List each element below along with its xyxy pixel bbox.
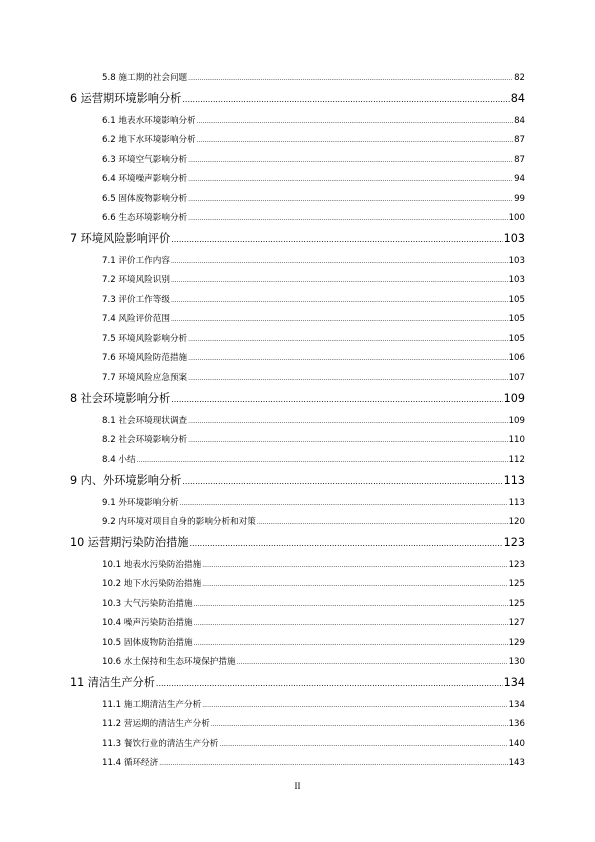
- toc-entry-10-2[interactable]: [102, 577, 525, 589]
- toc-entry-title: 11.4 循环经济: [102, 758, 159, 768]
- toc-page-number: 125: [508, 579, 525, 589]
- toc-entry-6-4[interactable]: [102, 172, 525, 184]
- toc-entry-title: 8 社会环境影响分析: [70, 392, 171, 405]
- toc-entry-9-2[interactable]: [102, 515, 525, 527]
- toc-entry-7-1[interactable]: [102, 254, 525, 266]
- toc-page-number: 99: [514, 194, 525, 204]
- toc-dot-leader: [171, 395, 502, 404]
- toc-entry-8-2[interactable]: [102, 433, 525, 445]
- toc-dot-leader: [180, 500, 508, 507]
- toc-page-number: 112: [508, 455, 525, 465]
- toc-page-number: 109: [508, 416, 525, 426]
- toc-entry-title: 10.5 固体废物防治措施: [102, 638, 193, 648]
- toc-entry-10-5[interactable]: [102, 636, 525, 648]
- toc-entry-title: 7 环境风险影响评价: [70, 232, 171, 245]
- toc-page-number: 136: [508, 719, 525, 729]
- toc-page-number: 82: [514, 73, 525, 83]
- toc-dot-leader: [197, 137, 513, 144]
- toc-entry-title: 5.8 施工期的社会问题: [102, 73, 188, 83]
- toc-dot-leader: [188, 355, 507, 362]
- toc-dot-leader: [188, 336, 507, 343]
- toc-page-number: 100: [508, 213, 525, 223]
- toc-entry-9[interactable]: [70, 472, 525, 488]
- toc-dot-leader: [156, 679, 503, 688]
- toc-entry-title: 11 清洁生产分析: [70, 676, 155, 689]
- toc-page-number: 113: [508, 498, 525, 508]
- toc-entry-10-4[interactable]: [102, 616, 525, 628]
- toc-dot-leader: [188, 196, 513, 203]
- toc-entry-6-5[interactable]: [102, 192, 525, 204]
- toc-dot-leader: [171, 297, 508, 304]
- toc-entry-11-3[interactable]: [102, 737, 525, 749]
- toc-entry-9-1[interactable]: [102, 496, 525, 508]
- toc-entry-6-3[interactable]: [102, 153, 525, 165]
- toc-dot-leader: [197, 118, 513, 125]
- toc-page-number: 113: [503, 474, 525, 487]
- toc-entry-title: 7.2 环境风险识别: [102, 275, 170, 285]
- toc-entry-title: 7.4 风险评价范围: [102, 314, 170, 324]
- toc-page-number: 87: [514, 135, 525, 145]
- toc-page-number: 130: [508, 657, 525, 667]
- toc-entry-10-6[interactable]: [102, 655, 525, 667]
- toc-page-number: 127: [508, 618, 525, 628]
- toc-entry-6-2[interactable]: [102, 133, 525, 145]
- toc-dot-leader: [182, 95, 509, 104]
- toc-entry-title: 6.1 地表水环境影响分析: [102, 116, 196, 126]
- toc-page-number: 94: [514, 174, 525, 184]
- toc-dot-leader: [159, 760, 507, 767]
- toc-entry-title: 9.2 内环境对项目自身的影响分析和对策: [102, 517, 256, 527]
- toc-page-number: 103: [508, 275, 525, 285]
- toc-dot-leader: [188, 437, 507, 444]
- toc-dot-leader: [194, 620, 508, 627]
- toc-entry-8-1[interactable]: [102, 414, 525, 426]
- toc-entry-title: 10.2 地下水污染防治措施: [102, 579, 202, 589]
- toc-entry-11-4[interactable]: [102, 756, 525, 768]
- toc-page-number: 125: [508, 599, 525, 609]
- toc-dot-leader: [182, 477, 502, 486]
- toc-entry-title: 6.5 固体废物影响分析: [102, 194, 188, 204]
- toc-dot-leader: [137, 457, 508, 464]
- toc-page-number: 123: [503, 536, 525, 549]
- toc-entry-10-3[interactable]: [102, 597, 525, 609]
- toc-entry-8-4[interactable]: [102, 453, 525, 465]
- toc-entry-title: 7.7 环境风险应急预案: [102, 373, 188, 383]
- toc-dot-leader: [202, 581, 507, 588]
- toc-entry-7-7[interactable]: [102, 371, 525, 383]
- toc-page-number: 105: [508, 314, 525, 324]
- toc-dot-leader: [171, 235, 502, 244]
- toc-entry-title: 10.1 地表水污染防治措施: [102, 560, 202, 570]
- toc-entry-7[interactable]: [70, 230, 525, 246]
- toc-entry-11-1[interactable]: [102, 698, 525, 710]
- toc-entry-title: 6.2 地下水环境影响分析: [102, 135, 196, 145]
- toc-dot-leader: [188, 375, 507, 382]
- toc-entry-10[interactable]: [70, 534, 525, 550]
- toc-entry-title: 7.6 环境风险防范措施: [102, 353, 188, 363]
- toc-dot-leader: [188, 215, 507, 222]
- toc-entry-7-6[interactable]: [102, 351, 525, 363]
- toc-dot-leader: [171, 316, 508, 323]
- toc-dot-leader: [257, 519, 508, 526]
- toc-page-number: 105: [508, 334, 525, 344]
- toc-entry-title: 11.3 餐饮行业的清洁生产分析: [102, 739, 219, 749]
- toc-entry-7-4[interactable]: [102, 312, 525, 324]
- toc-entry-title: 6.3 环境空气影响分析: [102, 155, 188, 165]
- toc-page-number: 84: [510, 92, 525, 105]
- toc-dot-leader: [211, 721, 508, 728]
- toc-page-number: 143: [508, 758, 525, 768]
- toc-page-number: 140: [508, 739, 525, 749]
- toc-dot-leader: [194, 640, 508, 647]
- toc-dot-leader: [171, 258, 508, 265]
- toc-page-number: 134: [503, 676, 525, 689]
- toc-page-number: 129: [508, 638, 525, 648]
- toc-dot-leader: [188, 176, 513, 183]
- toc-page-number: 103: [503, 232, 525, 245]
- toc-entry-10-1[interactable]: [102, 558, 525, 570]
- toc-entry-11[interactable]: [70, 674, 525, 690]
- toc-entry-title: 11.2 营运期的清洁生产分析: [102, 719, 210, 729]
- toc-dot-leader: [202, 562, 507, 569]
- toc-entry-7-3[interactable]: [102, 293, 525, 305]
- toc-entry-title: 9.1 外环境影响分析: [102, 498, 179, 508]
- footer-page-number: II: [294, 781, 301, 791]
- toc-entry-8[interactable]: [70, 390, 525, 406]
- toc-dot-leader: [202, 702, 507, 709]
- toc-entry-title: 10.4 噪声污染防治措施: [102, 618, 193, 628]
- toc-dot-leader: [194, 601, 508, 608]
- toc-dot-leader: [219, 741, 507, 748]
- toc-entry-title: 8.1 社会环境现状调查: [102, 416, 188, 426]
- toc-dot-leader: [189, 539, 502, 548]
- toc-entry-title: 7.3 评价工作等级: [102, 295, 170, 305]
- toc-entry-5-8[interactable]: [102, 71, 525, 83]
- toc-entry-title: 7.1 评价工作内容: [102, 256, 170, 266]
- toc-entry-6-1[interactable]: [102, 114, 525, 126]
- toc-page-number: 105: [508, 295, 525, 305]
- toc-page-number: 123: [508, 560, 525, 570]
- toc-page-number: 87: [514, 155, 525, 165]
- toc-dot-leader: [171, 277, 508, 284]
- toc-entry-title: 8.4 小结: [102, 455, 136, 465]
- toc-page-number: 110: [508, 435, 525, 445]
- toc-entry-7-2[interactable]: [102, 273, 525, 285]
- toc-entry-6-6[interactable]: [102, 211, 525, 223]
- toc-page-number: 103: [508, 256, 525, 266]
- toc-entry-title: 11.1 施工期清洁生产分析: [102, 700, 202, 710]
- toc-entry-title: 8.2 社会环境影响分析: [102, 435, 188, 445]
- toc-entry-6[interactable]: [70, 90, 525, 106]
- toc-entry-title: 7.5 环境风险影响分析: [102, 334, 188, 344]
- toc-page-number: 109: [503, 392, 525, 405]
- toc-page-number: 84: [514, 116, 525, 126]
- toc-entry-11-2[interactable]: [102, 717, 525, 729]
- toc-entry-title: 9 内、外环境影响分析: [70, 474, 182, 487]
- toc-entry-7-5[interactable]: [102, 332, 525, 344]
- toc-page-number: 106: [508, 353, 525, 363]
- toc-dot-leader: [188, 418, 507, 425]
- toc-page-number: 107: [508, 373, 525, 383]
- toc-entry-title: 6.6 生态环境影响分析: [102, 213, 188, 223]
- toc-entry-title: 6.4 环境噪声影响分析: [102, 174, 188, 184]
- toc-page-number: 120: [508, 517, 525, 527]
- toc-dot-leader: [188, 75, 513, 82]
- toc-entry-title: 6 运营期环境影响分析: [70, 92, 182, 105]
- toc-entry-title: 10.6 水土保持和生态环境保护措施: [102, 657, 236, 667]
- toc-dot-leader: [237, 659, 508, 666]
- toc-page-number: 134: [508, 700, 525, 710]
- toc-entry-title: 10.3 大气污染防治措施: [102, 599, 193, 609]
- toc-entry-title: 10 运营期污染防治措施: [70, 536, 189, 549]
- toc-dot-leader: [188, 157, 513, 164]
